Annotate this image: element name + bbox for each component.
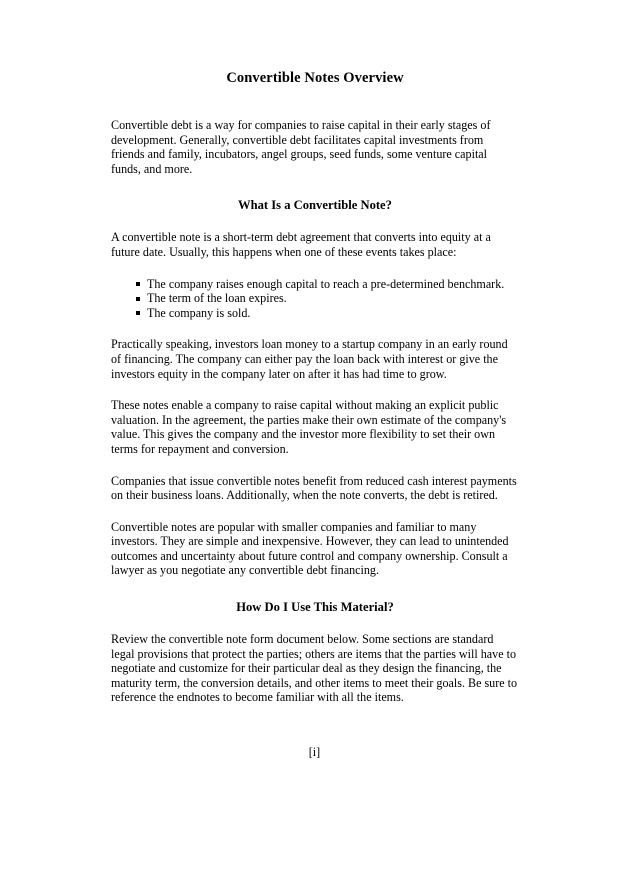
- page-number-footer: [i]: [308, 745, 321, 759]
- list-item: [111, 277, 519, 292]
- intro-paragraph: Convertible debt is a way for companies to raise capital in their early stages of development. Generally, convertible debt facilitates capital investments from friends and family, incubators, angel groups, seed funds, some venture capital funds, and more.: [111, 118, 491, 176]
- list-item-label: The company is sold.: [147, 305, 251, 320]
- document-body: [111, 70, 519, 705]
- page-title: Convertible Notes Overview: [226, 70, 404, 86]
- list-item-label: The term of the loan expires.: [147, 291, 287, 306]
- list-item: [111, 291, 519, 306]
- section-heading-how-do-i-use-this-material: How Do I Use This Material?: [236, 600, 394, 615]
- section-lead-paragraph: A convertible note is a short-term debt agreement that converts into equity at a future date. Usually, this happens when one of these events takes place:: [111, 230, 491, 259]
- events-bullet-list: [111, 277, 519, 321]
- body-paragraph-these-notes: These notes enable a company to raise capital without making an explicit public valuation. In the agreement, the parties make their own estimate of the company's value. This gives the company and the investor more flexibility to set their own terms for repayment and conversion.: [111, 398, 507, 456]
- body-paragraph-practically-speaking: Practically speaking, investors loan money to a startup company in an early round of financing. The company can either pay the loan back with interest or give the investors equity in the company later on after it has had time to grow.: [111, 337, 508, 381]
- square-bullet-icon: [136, 282, 140, 286]
- square-bullet-icon: [136, 311, 140, 315]
- list-item: [111, 306, 519, 321]
- list-item-label: The company raises enough capital to reach a pre-determined benchmark.: [147, 276, 505, 291]
- body-paragraph-convertible-notes-popular: Convertible notes are popular with smaller companies and familiar to many investors. They are simple and inexpensive. However, they can lead to unintended outcomes and uncertainty about future control and company ownership. Consult a lawyer as you negotiate any convertible debt financing.: [111, 519, 509, 578]
- section-heading-what-is-a-convertible-note: What Is a Convertible Note?: [238, 198, 392, 213]
- body-paragraph-review-the-convertible-note: Review the convertible note form document below. Some sections are standard legal provisions that protect the parties; others are items that the parties will have to negotiate and customize for their particular deal as they design the financing, the maturity term, the conversion details, and other items to meet their goals. Be sure to reference the endnotes to become familiar with all the items.: [111, 632, 518, 705]
- body-paragraph-companies-that-issue: Companies that issue convertible notes benefit from reduced cash interest payments on their business loans. Additionally, when the note converts, the debt is retired.: [111, 473, 517, 503]
- square-bullet-icon: [136, 297, 140, 301]
